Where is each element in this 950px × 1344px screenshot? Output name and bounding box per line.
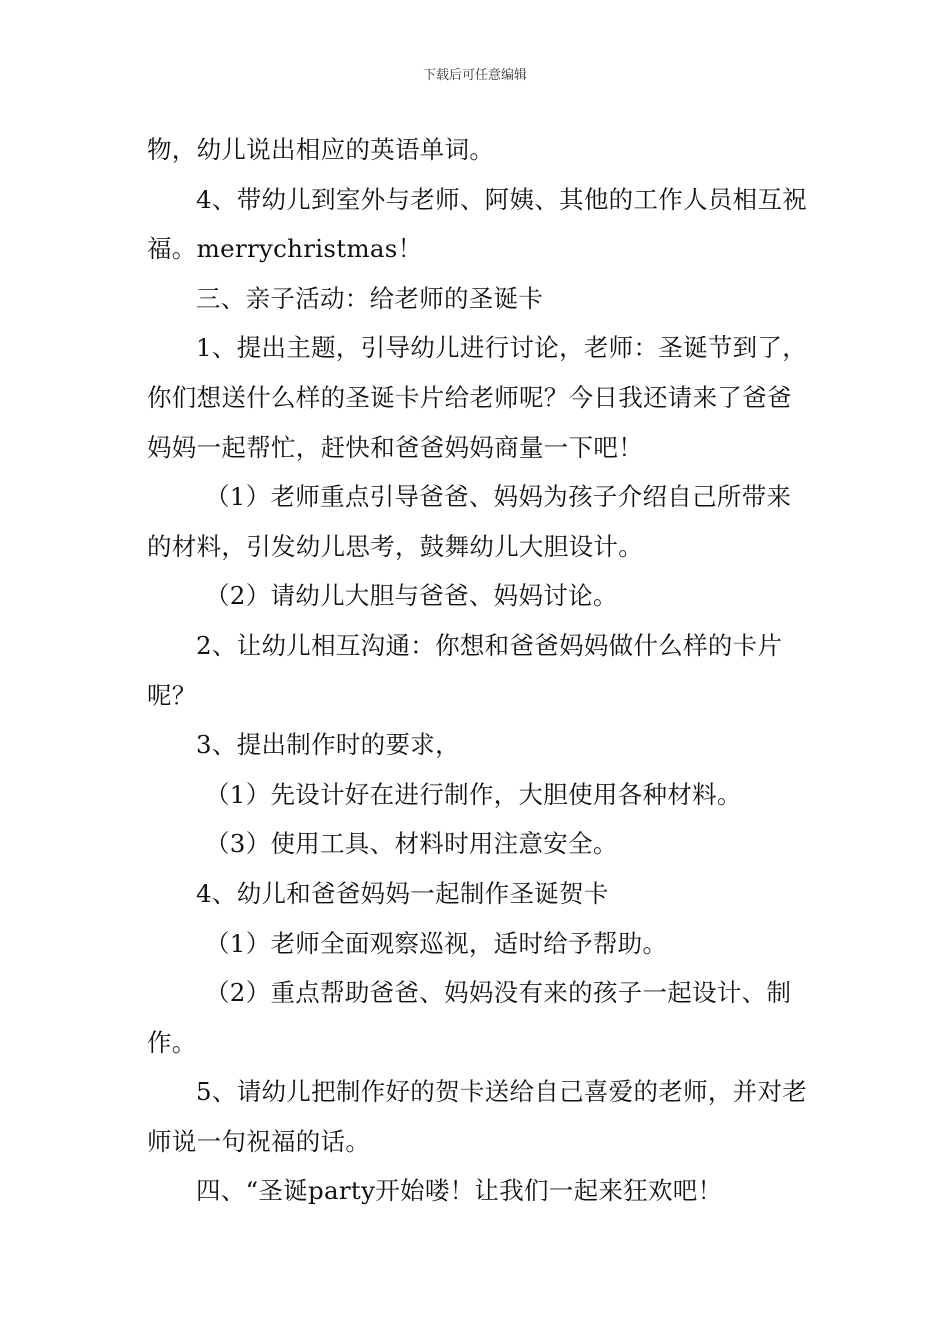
document-body bbox=[147, 125, 815, 1216]
paragraph-step-5-give-card: 5、请幼儿把制作好的贺卡送给自己喜爱的老师，并对老师说一句祝福的话。 bbox=[147, 1077, 808, 1156]
paragraph-step-4-greeting: 4、带幼儿到室外与老师、阿姨、其他的工作人员相互祝福。merrychristmas！ bbox=[147, 184, 808, 264]
paragraph-continuation: 物，幼儿说出相应的英语单词。 bbox=[147, 135, 495, 164]
paragraph-substep-3-safety: （3）使用工具、材料时用注意安全。 bbox=[205, 829, 618, 859]
paragraph-substep-2-help: （2）重点帮助爸爸、妈妈没有来的孩子一起设计、制作。 bbox=[147, 978, 792, 1057]
paragraph-step-2-communicate: 2、让幼儿相互沟通：你想和爸爸妈妈做什么样的卡片呢？ bbox=[147, 630, 783, 710]
section-heading-party: 四、“圣诞party开始喽！让我们一起来狂欢吧！ bbox=[196, 1176, 723, 1206]
paragraph-step-3-requirements: 3、提出制作时的要求， bbox=[196, 730, 460, 760]
paragraph-step-4-make-card: 4、幼儿和爸爸妈妈一起制作圣诞贺卡 bbox=[196, 878, 609, 908]
paragraph-substep-2-discuss: （2）请幼儿大胆与爸爸、妈妈讨论。 bbox=[205, 581, 618, 611]
paragraph-step-1-topic: 1、提出主题，引导幼儿进行讨论，老师：圣诞节到了，你们想送什么样的圣诞卡片给老师呢？今日我还请来了爸爸妈妈一起帮忙，赶快和爸爸妈妈商量一下吧！ bbox=[147, 333, 808, 462]
paragraph-substep-1-design: （1）先设计好在进行制作，大胆使用各种材料。 bbox=[205, 779, 742, 809]
paragraph-substep-1-observe: （1）老师全面观察巡视，适时给予帮助。 bbox=[205, 928, 668, 958]
paragraph-substep-1-guide: （1）老师重点引导爸爸、妈妈为孩子介绍自己所带来的材料，引发幼儿思考，鼓舞幼儿大胆设计。 bbox=[147, 482, 792, 561]
section-heading-parent-child-activity: 三、亲子活动：给老师的圣诞卡 bbox=[196, 283, 544, 313]
page-header-note: 下载后可任意编辑 bbox=[422, 68, 527, 83]
